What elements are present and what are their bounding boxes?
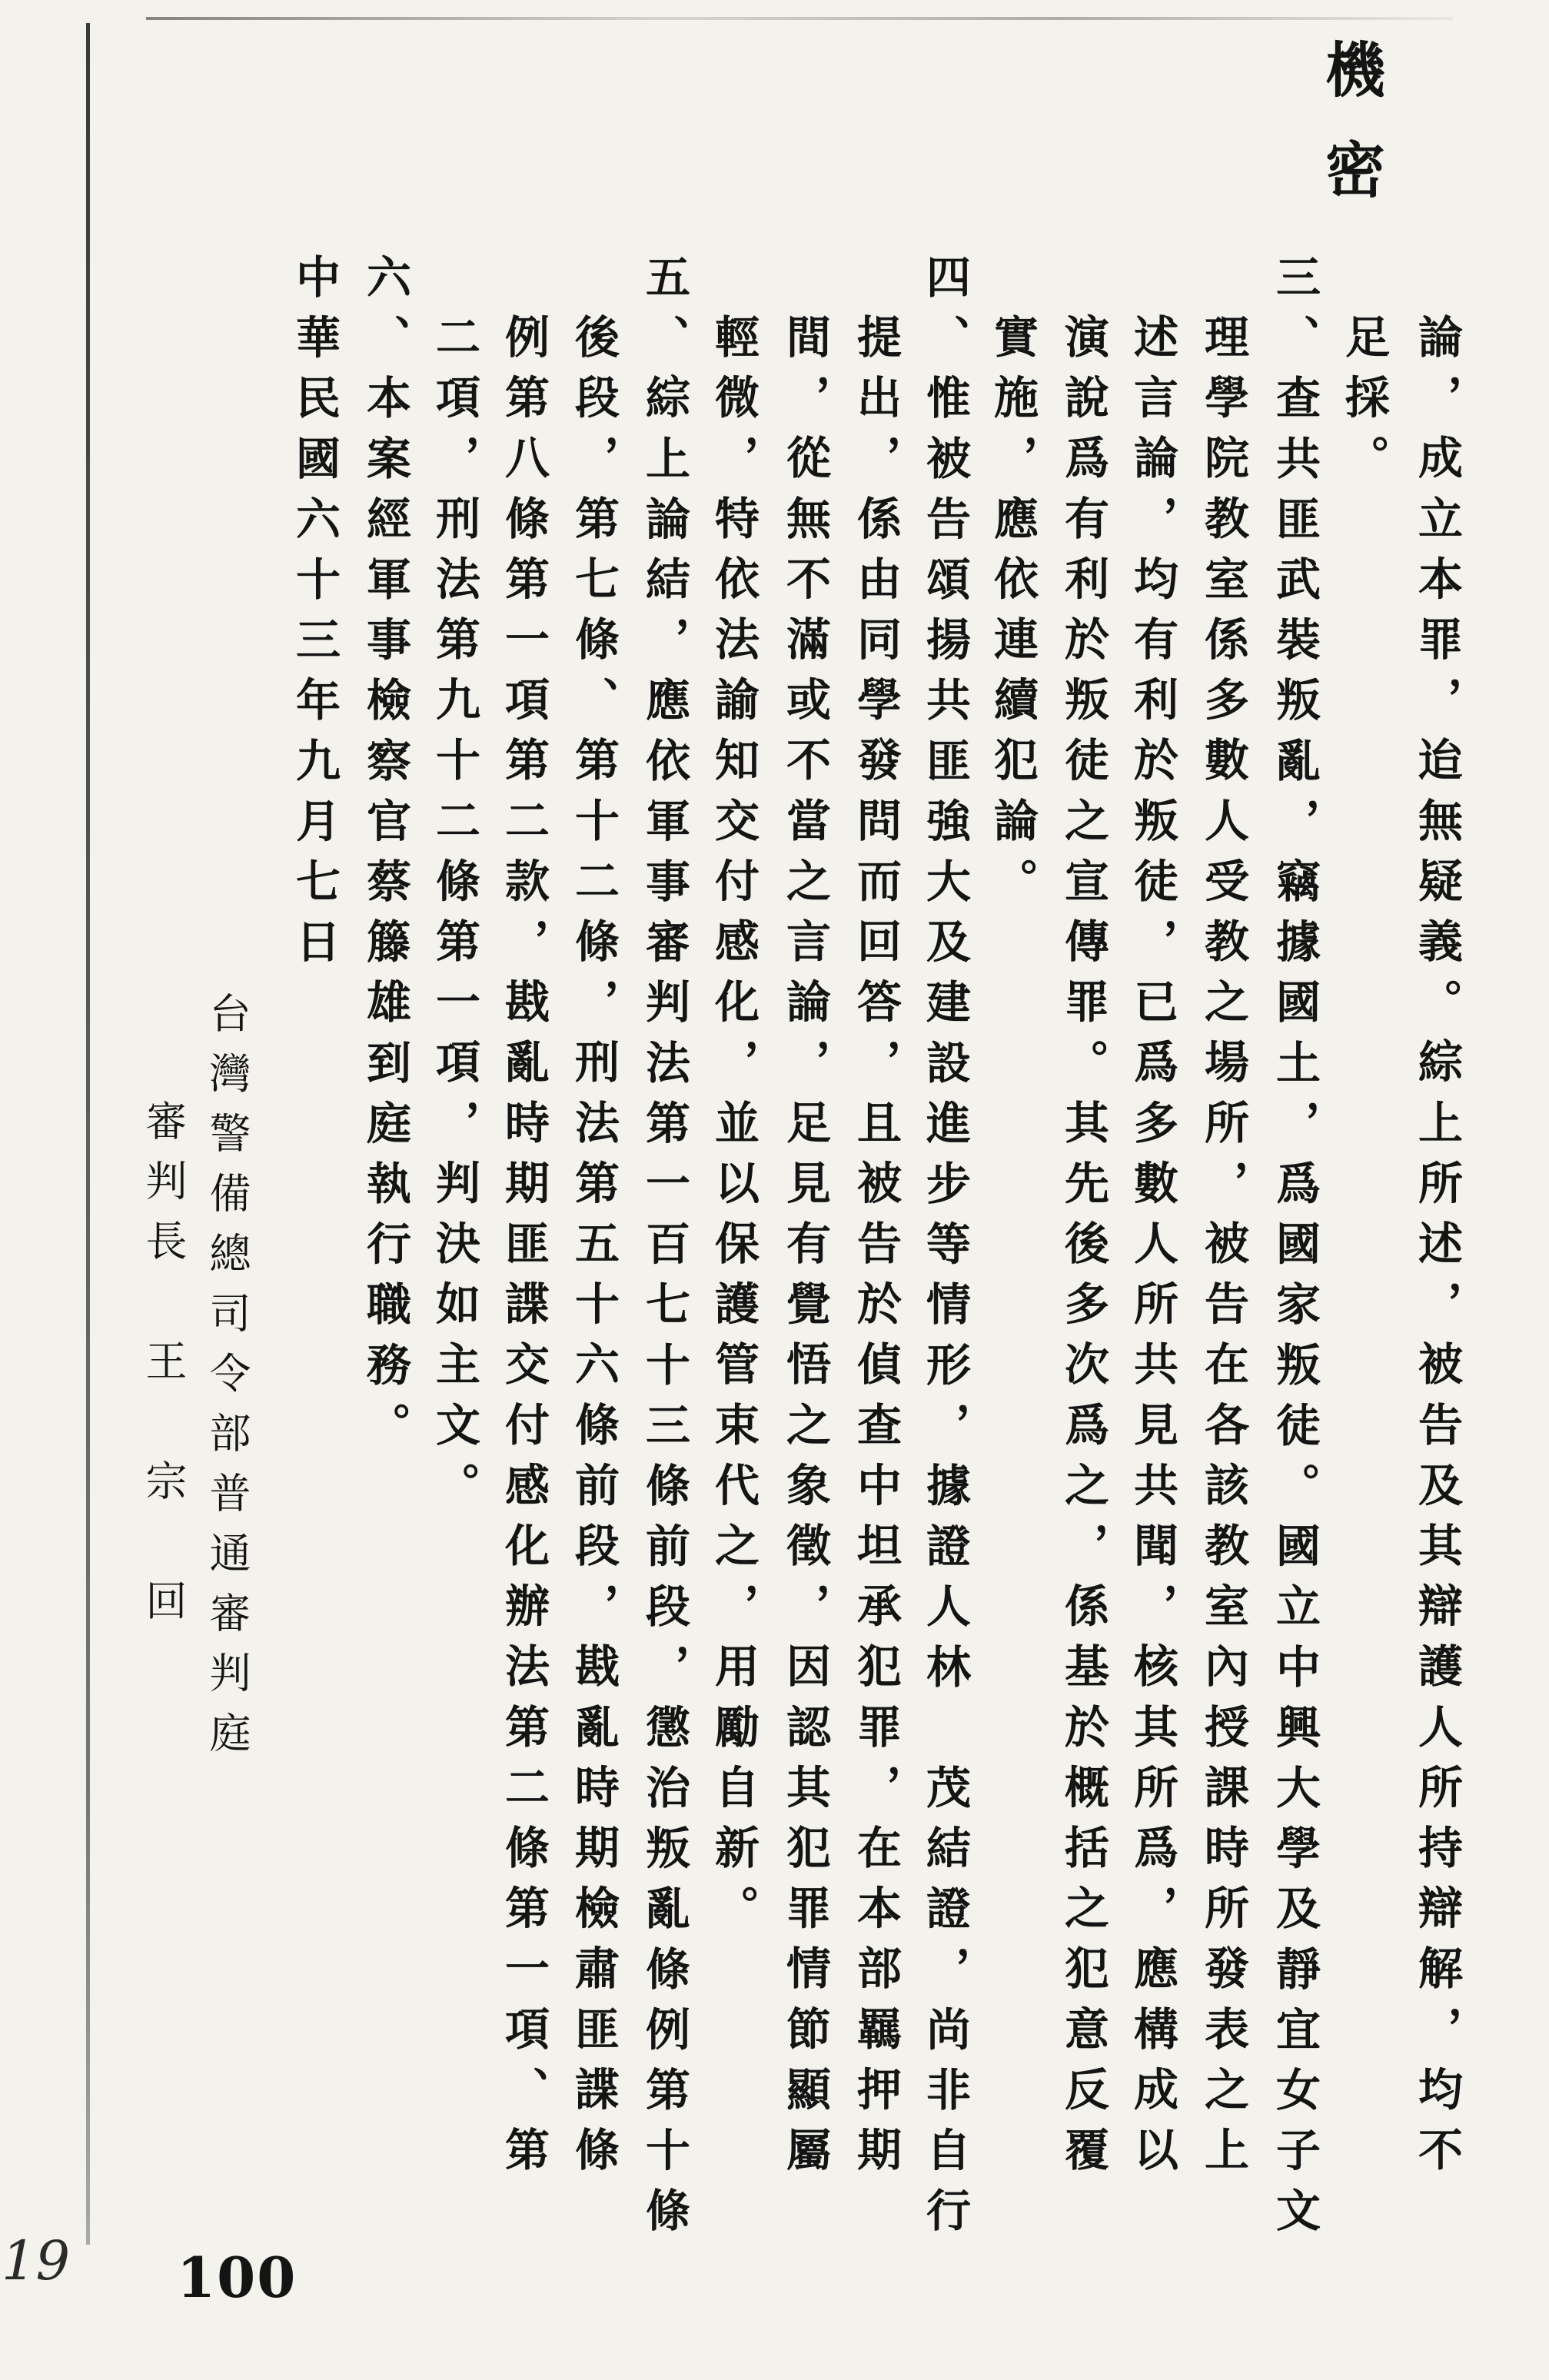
handwritten-page-mark: 19	[2, 2229, 71, 2292]
presiding-judge: 審判長 王 宗 回	[139, 1099, 188, 1639]
text-column: 後段，第七條、第十二條，刑法第五十六條前段，戡亂時期檢肅匪諜條	[567, 314, 620, 2187]
text-column: 例第八條第一項第二款，戡亂時期匪諜交付感化辦法第二條第一項、第	[497, 314, 550, 2187]
text-column: 四、惟被告頌揚共匪強大及建設進步等情形，據證人林 茂結證，尚非自行	[919, 254, 971, 2248]
court-name: 台灣警備總司令部普通審判庭	[203, 992, 251, 1771]
text-column: 二項，刑法第九十二條第一項，判決如主文。	[428, 314, 480, 1522]
text-column: 理學院教室係多數人受教之場所，被告在各該教室內授課時所發表之上	[1197, 314, 1249, 2187]
text-column: 三、查共匪武裝叛亂，竊據國土，爲國家叛徒。國立中興大學及靜宜女子文	[1268, 254, 1321, 2248]
left-edge-line	[86, 23, 90, 2245]
page-number: 100	[177, 2245, 298, 2310]
top-scan-line	[146, 17, 1453, 20]
text-column: 提出，係由同學發問而回答，且被告於偵查中坦承犯罪，在本部羈押期	[849, 314, 902, 2187]
text-column: 輕微，特依法諭知交付感化，並以保護管束代之，用勵自新。	[707, 314, 760, 1946]
text-column: 述言論，均有利於叛徒，已爲多數人所共見共聞，核其所爲，應構成以	[1126, 314, 1178, 2187]
text-column: 論，成立本罪，迨無疑義。綜上所述，被告及其辯護人所持辯解，均不	[1411, 314, 1463, 2187]
text-column: 六、本案經軍事檢察官蔡籐雄到庭執行職務。	[359, 254, 411, 1462]
text-column: 五、綜上論結，應依軍事審判法第一百七十三條前段，懲治叛亂條例第十條	[638, 254, 690, 2248]
document-body	[139, 254, 1491, 2252]
text-column: 演說爲有利於叛徒之宣傳罪。其先後多次爲之，係基於概括之犯意反覆	[1057, 314, 1109, 2187]
classification-stamp: 機密	[1315, 38, 1385, 238]
text-column: 間，從無不滿或不當之言論，足見有覺悟之象徵，因認其犯罪情節顯屬	[779, 314, 831, 2187]
text-column: 實施，應依連續犯論。	[986, 314, 1039, 918]
text-column: 中華民國六十三年九月七日	[288, 254, 341, 979]
text-column: 足採。	[1338, 314, 1390, 495]
